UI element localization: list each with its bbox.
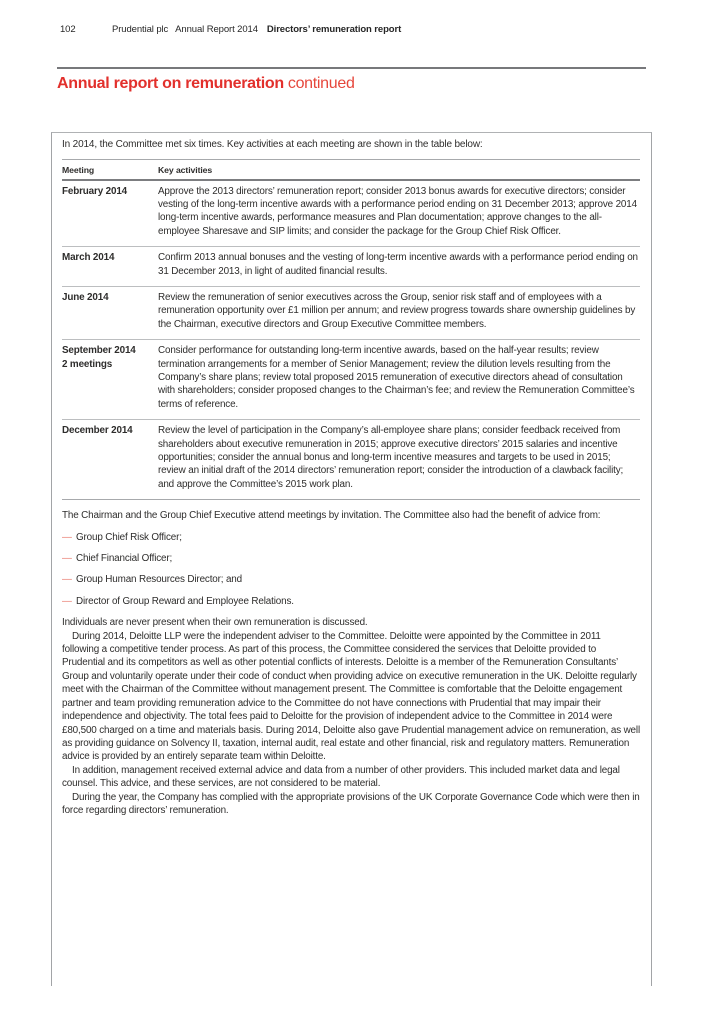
adviser-label: Group Chief Risk Officer; [76,531,182,543]
header-company: Prudential plc [112,24,169,35]
page-title-main: Annual report on remuneration [57,75,284,92]
column-header-key-activities: Key activities [158,164,213,175]
meeting-activities: Confirm 2013 annual bonuses and the vesting of long-term incentive awards with a performance period ending on 31 December 2013, in light of audited financial results. [158,252,638,277]
list-item [62,552,640,565]
adviser-label: Group Human Resources Director; and [76,574,242,586]
meeting-date: September 2014 [62,345,136,357]
list-item [62,573,640,586]
paragraph: During 2014, Deloitte LLP were the independent adviser to the Committee. Deloitte were appointed by the Committee in 2011 following a competitive tender process. As part of this process, the Committee considered the services that Deloitte provided to Prudential and its competitors as well as other potential conflicts of interests. Deloitte is a member of the Remuneration Consultants’ Group and voluntarily operate under their code of conduct when providing advice on executive remuneration in the UK. Deloitte regularly meet with the Chairman of the Committee without management present. The Committee is comfortable that the Deloitte engagement partner and team providing remuneration advice to the Committee do not have connections with Prudential that may impair their independence and objectivity. The total fees paid to Deloitte for the provision of independent advice to the Committee in 2014 were £80,500 charged on a time and materials basis. During 2014, Deloitte also gave Prudential management advice on remuneration, as well as providing guidance on Solvency II, taxation, internal audit, real estate and other financial, risk and regulatory matters. Remuneration advice is provided by an entirely separate team within Deloitte. [62,630,640,763]
adviser-list [62,531,640,609]
intro-text: In 2014, the Committee met six times. Key activities at each meeting are shown in the table below: [62,139,483,150]
meeting-date: December 2014 [62,425,133,437]
dash-bullet-icon: — [62,595,72,607]
table-row [62,180,640,247]
table-row [62,340,640,420]
title-divider-rule [57,67,646,69]
content-frame [51,132,652,986]
page-header [60,24,401,35]
dash-bullet-icon: — [62,574,72,586]
table-header-row [62,159,640,180]
table-row [62,247,640,287]
meeting-activities: Review the level of participation in the Company’s all-employee share plans; consider feedback received from shareholders about executive remuneration in 2015; approve executive directors’ 2015 salaries and incentive opportunities; consider the annual bonus and long-term incentive measures and targets to be used in 2015; review an initial draft of the 2014 directors’ remuneration report; consider the introduction of a clawback facility; and approve the Committee’s 2015 work plan. [158,425,624,490]
adviser-label: Director of Group Reward and Employee Relations. [76,595,294,607]
list-item [62,531,640,544]
meeting-date: March 2014 [62,252,115,264]
meeting-activities: Approve the 2013 directors’ remuneration report; consider 2013 bonus awards for executive directors; consider vesting of the long-term incentive awards with a performance period ending on 31 December 2013; approve 2014 long-term incentive awards, performance measures and Plan documentation; approve changes to the all-employee Sharesave and SIP limits; and consider the package for the Group Chief Risk Officer. [158,185,637,237]
meetings-table [62,159,640,501]
list-item [62,595,640,608]
body-paragraphs [62,616,640,817]
meeting-date: June 2014 [62,291,109,303]
column-header-meeting: Meeting [62,164,95,175]
header-report-title: Annual Report 2014 [175,24,258,35]
meeting-activities: Review the remuneration of senior executives across the Group, senior risk staff and of employees with a remuneration opportunity over £1 million per annum; and review progress towards share ownership guidelines by the Chairman, executive directors and Group Executive Committee members. [158,291,636,330]
table-row [62,420,640,500]
paragraph: During the year, the Company has complied with the appropriate provisions of the UK Corporate Governance Code which were then in force regarding directors’ remuneration. [62,791,640,816]
header-section-title: Directors’ remuneration report [266,24,402,35]
dash-bullet-icon: — [62,553,72,565]
adviser-label: Chief Financial Officer; [76,553,173,565]
advice-intro-text: The Chairman and the Group Chief Executive attend meetings by invitation. The Committee also had the benefit of advice from: [62,510,601,522]
paragraph: Individuals are never present when their own remuneration is discussed. [62,617,368,629]
table-row [62,286,640,339]
meeting-note: 2 meetings [62,358,113,370]
meeting-date: February 2014 [62,185,128,197]
paragraph: In addition, management received external advice and data from a number of other providers. This included market data and legal counsel. This advice, and these services, are not considered to be material. [62,764,620,790]
page-title-continued: continued [287,75,355,92]
page-number: 102 [60,24,76,35]
page-title [57,75,355,93]
meeting-activities: Consider performance for outstanding long-term incentive awards, based on the half-year results; review termination arrangements for a member of Senior Management; review the dilution levels resulting from the Company’s share plans; review total proposed 2015 remuneration of executive directors ahead of consultation with shareholders; consider proposed changes to the Chairman’s fee; and review the Remuneration Committee’s terms of reference. [158,345,635,410]
dash-bullet-icon: — [62,531,72,543]
